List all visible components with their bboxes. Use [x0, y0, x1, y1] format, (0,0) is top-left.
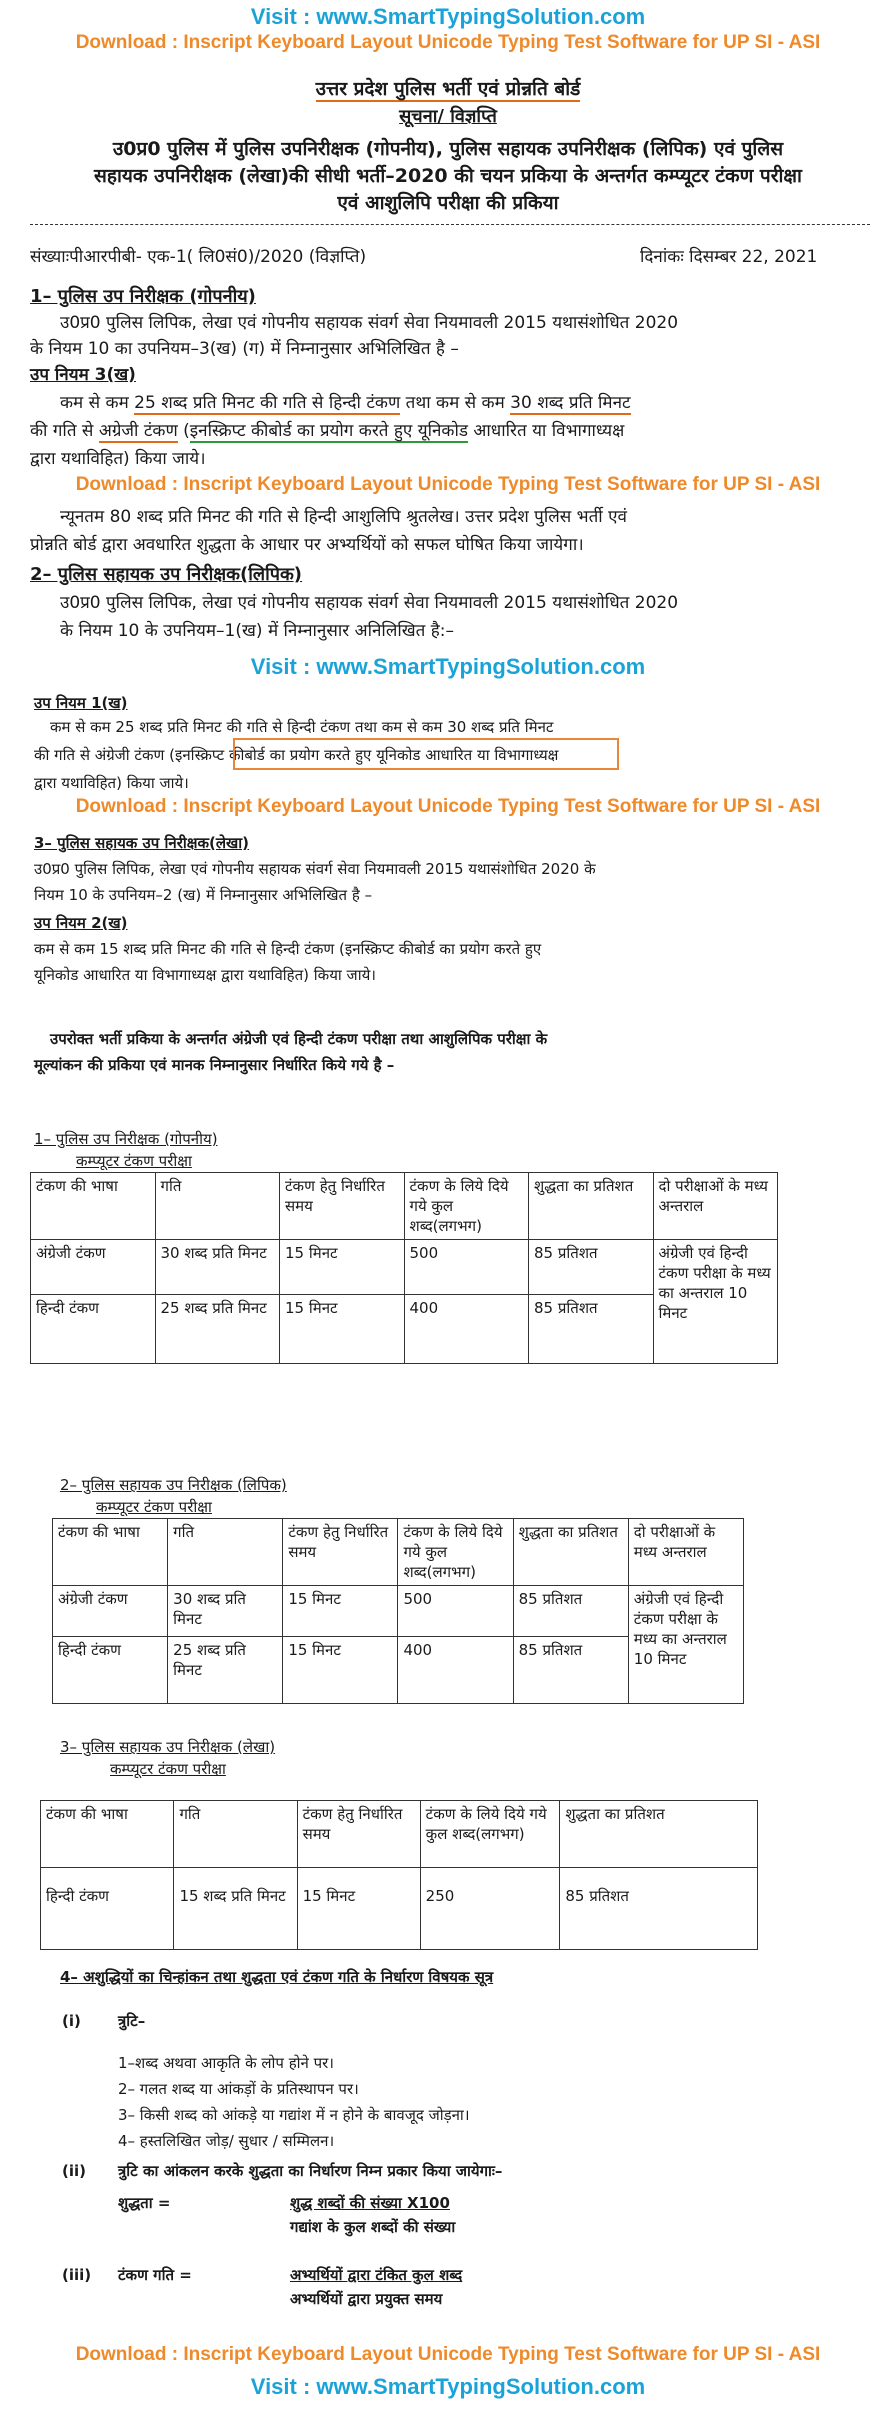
accuracy-label: शुद्धता = [118, 2194, 171, 2212]
table1-subtitle: कम्प्यूटर टंकण परीक्षा [76, 1152, 192, 1170]
section2-rule-line-1: कम से कम 25 शब्द प्रति मिनट की गति से हिन्दी टंकण तथा कम से कम 30 शब्द प्रति मिनट [50, 718, 554, 736]
cell-words: 500 [404, 1240, 529, 1295]
cell-time: 15 मिनट [283, 1637, 398, 1704]
section1-rule-line-3: द्वारा यथाविहित) किया जाये। [30, 449, 206, 469]
table3-title: 3– पुलिस सहायक उप निरीक्षक (लेखा) [60, 1738, 276, 1756]
section1-rule: उप नियम 3(ख) [30, 365, 136, 385]
bottom-visit-banner: Visit : www.SmartTypingSolution.com [250, 2374, 646, 2399]
section3-rule-line-2: यूनिकोड आधारित या विभागाध्यक्ष द्वारा यथाविहित) किया जाये। [34, 966, 376, 984]
table-header-row [31, 1173, 778, 1240]
section2-rule: उप नियम 1(ख) [34, 694, 128, 712]
cell-language: हिन्दी टंकण [31, 1295, 156, 1364]
subject-line-3: एवं आशुलिपि परीक्षा की प्रकिया [337, 192, 559, 214]
accuracy-denominator: गद्यांश के कुल शब्दों की संख्या [290, 2218, 456, 2236]
top-visit-banner: Visit : www.SmartTypingSolution.com [250, 4, 646, 29]
subject-line-1: उ0प्र0 पुलिस में पुलिस उपनिरीक्षक (गोपनीय), पुलिस सहायक उपनिरीक्षक (लिपिक) एवं पुलिस [112, 138, 784, 160]
mid-visit-banner: Visit : www.SmartTypingSolution.com [250, 654, 646, 679]
cell-speed: 25 शब्द प्रति मिनट [168, 1637, 283, 1704]
section1-rule-line-1: कम से कम 25 शब्द प्रति मिनट की गति से हिन्दी टंकण तथा कम से कम 30 शब्द प्रति मिनट [60, 393, 631, 413]
cell-speed: 15 शब्द प्रति मिनट [174, 1868, 297, 1950]
table-row [31, 1240, 778, 1295]
section2-rule-line-2: की गति से अंग्रेजी टंकण (इनस्क्रिप्ट कीबोर्ड का प्रयोग करते हुए यूनिकोड आधारित या विभागाध्यक्ष [34, 746, 559, 764]
section2-para-2: के नियम 10 के उपनियम–1(ख) में निम्नानुसार अनिलिखित है:– [60, 621, 455, 641]
cell-language: अंग्रेजी टंकण [53, 1586, 168, 1637]
col-language: टंकण की भाषा [31, 1173, 156, 1240]
section2-rule-line-3: द्वारा यथाविहित) किया जाये। [34, 774, 189, 792]
speed-label: टंकण गति = [118, 2266, 192, 2284]
cell-accuracy: 85 प्रतिशत [529, 1240, 654, 1295]
table2 [52, 1518, 744, 1704]
cell-accuracy: 85 प्रतिशत [529, 1295, 654, 1364]
cell-time: 15 मिनट [297, 1868, 420, 1950]
section3-heading: 3– पुलिस सहायक उप निरीक्षक(लेखा) [34, 834, 250, 852]
speed-numerator: अभ्यर्थियों द्वारा टंकित कुल शब्द [290, 2266, 463, 2284]
cell-speed: 25 शब्द प्रति मिनट [155, 1295, 280, 1364]
mid-download-banner-2: Download : Inscript Keyboard Layout Unicode Typing Test Software for UP SI - ASI [75, 796, 821, 817]
steno-line-1: न्यूनतम 80 शब्द प्रति मिनट की गति से हिन्दी आशुलिपि श्रुतलेख। उत्तर प्रदेश पुलिस भर्ती एवं [60, 507, 627, 527]
cell-accuracy: 85 प्रतिशत [513, 1637, 628, 1704]
reference-number: संख्याःपीआरपीबी- एक-1( लि0सं0)/2020 (विज्ञप्ति) [30, 247, 367, 267]
table-row [41, 1868, 758, 1950]
cell-accuracy: 85 प्रतिशत [560, 1868, 758, 1950]
cell-speed: 30 शब्द प्रति मिनट [168, 1586, 283, 1637]
table1 [30, 1172, 778, 1364]
item-ii-text: त्रुटि का आंकलन करके शुद्धता का निर्धारण निम्न प्रकार किया जायेगाः– [118, 2162, 503, 2180]
table-header-row [53, 1519, 744, 1586]
cell-time: 15 मिनट [280, 1240, 405, 1295]
top-download-banner: Download : Inscript Keyboard Layout Unicode Typing Test Software for UP SI - ASI [75, 32, 821, 53]
board-title: उत्तर प्रदेश पुलिस भर्ती एवं प्रोन्नति बोर्ड [315, 78, 581, 100]
col-speed: गति [174, 1801, 297, 1868]
error-item-3: 3– किसी शब्द को आंकड़े या गद्यांश में न होने के बावजूद जोड़ना। [118, 2106, 470, 2124]
subject-line-2: सहायक उपनिरीक्षक (लेखा)की सीधी भर्ती–2020 की चयन प्रकिया के अन्तर्गत कम्प्यूटर टंकण परीक्षा [94, 165, 802, 187]
section3-rule: उप नियम 2(ख) [34, 914, 128, 932]
cell-words: 400 [398, 1637, 513, 1704]
cell-gap: अंग्रेजी एवं हिन्दी टंकण परीक्षा के मध्य का अन्तराल 10 मिनट [628, 1586, 743, 1704]
header-divider [30, 224, 870, 225]
col-gap: दो परीक्षाओं के मध्य अन्तराल [628, 1519, 743, 1586]
summary-line-2: मूल्यांकन की प्रकिया एवं मानक निम्नानुसार निर्धारित किये गये है – [34, 1056, 395, 1074]
col-words: टंकण के लिये दिये गये कुल शब्द(लगभग) [404, 1173, 529, 1240]
col-language: टंकण की भाषा [53, 1519, 168, 1586]
error-item-1: 1–शब्द अथवा आकृति के लोप होने पर। [118, 2054, 334, 2072]
table3 [40, 1800, 758, 1950]
cell-accuracy: 85 प्रतिशत [513, 1586, 628, 1637]
section1-heading: 1– पुलिस उप निरीक्षक (गोपनीय) [30, 286, 256, 307]
cell-gap: अंग्रेजी एवं हिन्दी टंकण परीक्षा के मध्य का अन्तराल 10 मिनट [653, 1240, 778, 1364]
section1-para-2: के नियम 10 का उपनियम–3(ख) (ग) में निम्नानुसार अभिलिखित है – [30, 339, 459, 359]
section3-para-2: नियम 10 के उपनियम–2 (ख) में निम्नानुसार अभिलिखित है – [34, 886, 373, 904]
cell-words: 500 [398, 1586, 513, 1637]
section3-rule-line-1: कम से कम 15 शब्द प्रति मिनट की गति से हिन्दी टंकण (इनस्क्रिप्ट कीबोर्ड का प्रयोग करते हुए [34, 940, 542, 958]
mid-download-banner-1: Download : Inscript Keyboard Layout Unicode Typing Test Software for UP SI - ASI [75, 474, 821, 495]
summary-line-1: उपरोक्त भर्ती प्रकिया के अन्तर्गत अंग्रेजी एवं हिन्दी टंकण परीक्षा तथा आशुलिपिक परीक्षा के [50, 1030, 548, 1048]
steno-line-2: प्रोन्नति बोर्ड द्वारा अवधारित शुद्धता के आधार पर अभ्यर्थियों को सफल घोषित किया जायेगा। [30, 535, 584, 555]
col-accuracy: शुद्धता का प्रतिशत [560, 1801, 758, 1868]
accuracy-numerator: शुद्ध शब्दों की संख्या X100 [290, 2194, 450, 2212]
table2-subtitle: कम्प्यूटर टंकण परीक्षा [96, 1498, 212, 1516]
item-ii-label: (ii) [62, 2162, 86, 2180]
cell-language: हिन्दी टंकण [41, 1868, 174, 1950]
bottom-download-banner: Download : Inscript Keyboard Layout Unicode Typing Test Software for UP SI - ASI [75, 2344, 821, 2365]
section3-para-1: उ0प्र0 पुलिस लिपिक, लेखा एवं गोपनीय सहायक संवर्ग सेवा नियमावली 2015 यथासंशोधित 2020 के [34, 860, 596, 878]
col-words: टंकण के लिये दिये गये कुल शब्द(लगभग) [420, 1801, 560, 1868]
col-time: टंकण हेतु निर्धारित समय [283, 1519, 398, 1586]
col-accuracy: शुद्धता का प्रतिशत [513, 1519, 628, 1586]
item-iii-label: (iii) [62, 2266, 92, 2284]
col-accuracy: शुद्धता का प्रतिशत [529, 1173, 654, 1240]
col-speed: गति [155, 1173, 280, 1240]
table2-title: 2– पुलिस सहायक उप निरीक्षक (लिपिक) [60, 1476, 287, 1494]
section2-para-1: उ0प्र0 पुलिस लिपिक, लेखा एवं गोपनीय सहायक संवर्ग सेवा नियमावली 2015 यथासंशोधित 2020 [60, 593, 679, 613]
cell-words: 250 [420, 1868, 560, 1950]
speed-denominator: अभ्यर्थियों द्वारा प्रयुक्त समय [290, 2290, 443, 2308]
notice-date: दिनांकः दिसम्बर 22, 2021 [640, 247, 818, 267]
error-item-2: 2– गलत शब्द या आंकड़ों के प्रतिस्थापन पर। [118, 2080, 359, 2098]
section2-heading: 2– पुलिस सहायक उप निरीक्षक(लिपिक) [30, 564, 303, 585]
col-gap: दो परीक्षाओं के मध्य अन्तराल [653, 1173, 778, 1240]
notice-title: सूचना/ विज्ञप्ति [399, 106, 497, 127]
col-time: टंकण हेतु निर्धारित समय [297, 1801, 420, 1868]
col-speed: गति [168, 1519, 283, 1586]
col-words: टंकण के लिये दिये गये कुल शब्द(लगभग) [398, 1519, 513, 1586]
cell-speed: 30 शब्द प्रति मिनट [155, 1240, 280, 1295]
cell-words: 400 [404, 1295, 529, 1364]
section1-rule-line-2: की गति से अग्रेजी टंकण (इनस्क्रिप्ट कीबोर्ड का प्रयोग करते हुए यूनिकोड आधारित या विभागाध्यक्ष [30, 421, 625, 441]
col-language: टंकण की भाषा [41, 1801, 174, 1868]
table3-subtitle: कम्प्यूटर टंकण परीक्षा [110, 1760, 226, 1778]
cell-time: 15 मिनट [280, 1295, 405, 1364]
error-item-4: 4– हस्तलिखित जोड़/ सुधार / सम्मिलन। [118, 2132, 335, 2150]
cell-time: 15 मिनट [283, 1586, 398, 1637]
col-time: टंकण हेतु निर्धारित समय [280, 1173, 405, 1240]
cell-language: हिन्दी टंकण [53, 1637, 168, 1704]
cell-language: अंग्रेजी टंकण [31, 1240, 156, 1295]
table1-title: 1– पुलिस उप निरीक्षक (गोपनीय) [34, 1130, 218, 1148]
highlight-box [233, 738, 619, 770]
section1-para-1: उ0प्र0 पुलिस लिपिक, लेखा एवं गोपनीय सहायक संवर्ग सेवा नियमावली 2015 यथासंशोधित 2020 [60, 313, 679, 333]
table-row [53, 1586, 744, 1637]
section4-heading: 4– अशुद्धियों का चिन्हांकन तथा शुद्धता एवं टंकण गति के निर्धारण विषयक सूत्र [60, 1968, 494, 1986]
table-header-row [41, 1801, 758, 1868]
item-i-text: त्रुटि– [118, 2012, 146, 2030]
item-i-label: (i) [62, 2012, 81, 2030]
